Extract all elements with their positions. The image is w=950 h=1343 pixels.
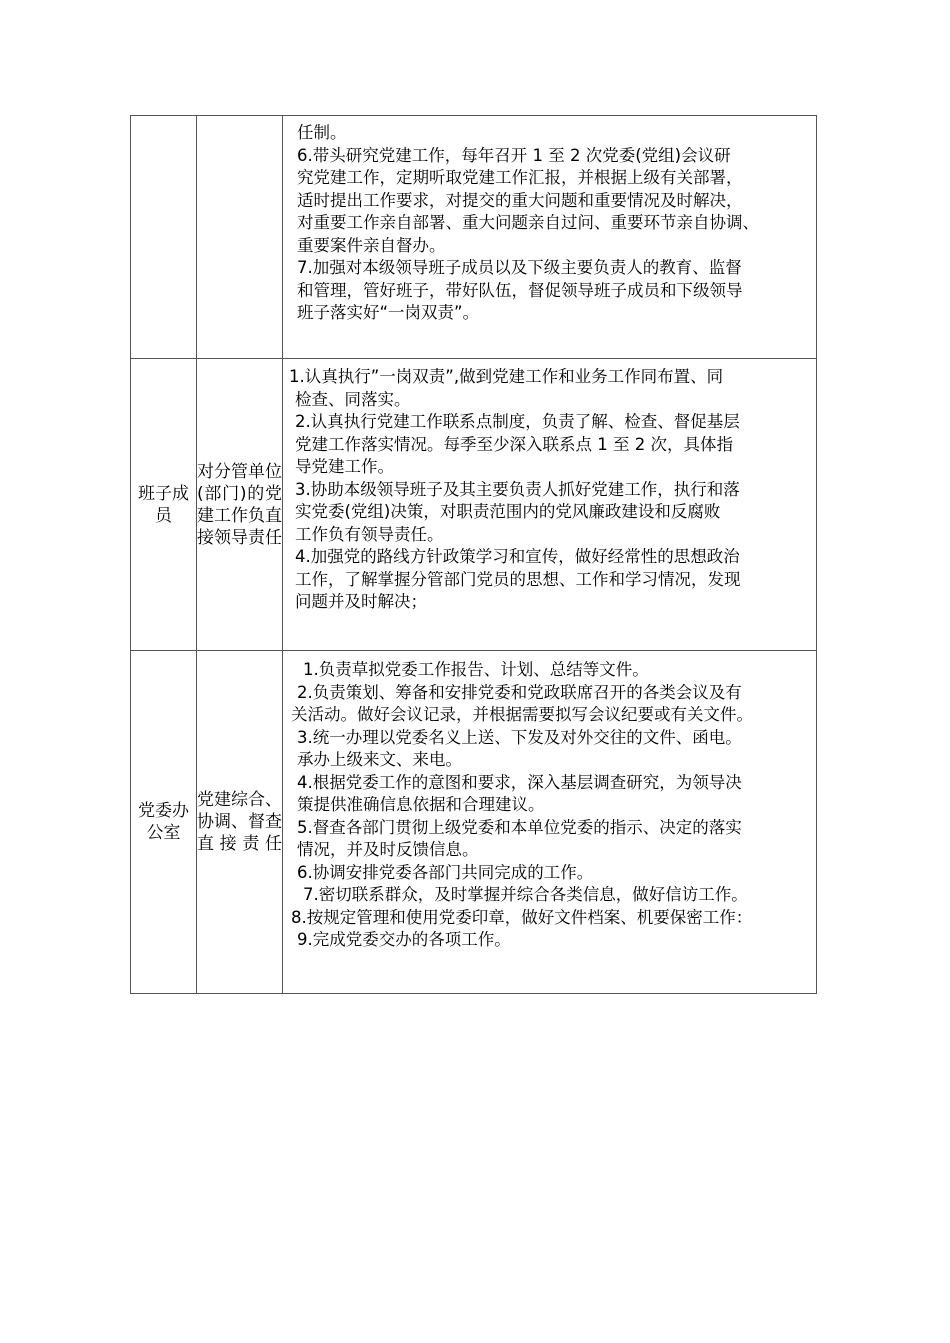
duty-line: 重要案件亲自督办。 bbox=[297, 235, 446, 255]
duty-line: 适时提出工作要求，对提交的重大问题和重要情况及时解决， bbox=[297, 190, 743, 210]
duty-line: 问题并及时解决； bbox=[295, 592, 427, 611]
duty-line: 班子落实好“一岗双责”。 bbox=[297, 303, 480, 322]
scope-cell: 对分管单位(部门)的党建工作负直接领导责任 bbox=[197, 359, 283, 651]
duties-cell bbox=[283, 116, 817, 359]
duty-line: 和管理，管好班子，带好队伍，督促领导班子成员和下级领导 bbox=[297, 280, 743, 300]
duty-line: 究党建工作，定期听取党建工作汇报，并根据上级有关部署， bbox=[297, 168, 743, 187]
scope-cell bbox=[197, 116, 283, 359]
scope-cell: 党建综合、协调、督查直接责任 bbox=[197, 651, 283, 994]
duty-line: 情况，并及时反馈信息。 bbox=[297, 840, 479, 859]
duty-line: 3.协助本级领导班子及其主要负责人抓好党建工作，执行和落 bbox=[295, 479, 740, 499]
role-cell: 党委办公室 bbox=[131, 651, 197, 994]
duty-line: 8.按规定管理和使用党委印章，做好文件档案、机要保密工作： bbox=[291, 907, 753, 927]
role-cell bbox=[131, 116, 197, 359]
duty-line: 实党委(党组)决策，对职责范围内的党风廉政建设和反腐败 bbox=[295, 502, 721, 521]
table-row bbox=[131, 651, 817, 994]
duty-line: 策提供准确信息依据和合理建议。 bbox=[297, 795, 545, 814]
duty-line: 6.协调安排党委各部门共同完成的工作。 bbox=[297, 862, 594, 882]
duty-line: 工作负有领导责任。 bbox=[295, 524, 444, 544]
duty-line: 检查、同落实。 bbox=[295, 389, 411, 409]
duty-line: 承办上级来文、来电。 bbox=[297, 750, 462, 769]
duties-cell bbox=[283, 359, 817, 651]
duty-line: 4.根据党委工作的意图和要求，深入基层调查研究，为领导决 bbox=[297, 772, 742, 792]
duty-line: 6.带头研究党建工作，每年召开 1 至 2 次党委(党组)会议研 bbox=[297, 145, 731, 165]
duty-line: 9.完成党委交办的各项工作。 bbox=[297, 930, 511, 949]
table-row bbox=[131, 116, 817, 359]
duty-line: 3.统一办理以党委名义上送、下发及对外交往的文件、函电。 bbox=[297, 727, 742, 747]
duty-line: 2.负责策划、筹备和安排党委和党政联席召开的各类会议及有 bbox=[297, 682, 742, 702]
duty-line: 7.加强对本级领导班子成员以及下级主要负责人的教育、监督 bbox=[297, 258, 742, 277]
duty-line: 1.认真执行”一岗双责”,做到党建工作和业务工作同布置、同 bbox=[289, 367, 724, 386]
duty-line: 7.密切联系群众，及时掌握并综合各类信息，做好信访工作。 bbox=[303, 885, 748, 904]
duty-line: 5.督查各部门贯彻上级党委和本单位党委的指示、决定的落实 bbox=[297, 817, 742, 837]
duty-line: 任制。 bbox=[297, 123, 347, 142]
table-row bbox=[131, 359, 817, 651]
duties-cell bbox=[283, 651, 817, 994]
duty-line: 对重要工作亲自部署、重大问题亲自过问、重要环节亲自协调、 bbox=[297, 213, 759, 232]
duty-line: 关活动。做好会议记录，并根据需要拟写会议纪要或有关文件。 bbox=[291, 705, 753, 724]
duty-line: 1.负责草拟党委工作报告、计划、总结等文件。 bbox=[303, 660, 649, 679]
duty-line: 工作，了解掌握分管部门党员的思想、工作和学习情况，发现 bbox=[295, 569, 741, 589]
duty-line: 2.认真执行党建工作联系点制度，负责了解、检查、督促基层 bbox=[295, 412, 740, 431]
duty-line: 导党建工作。 bbox=[295, 457, 394, 476]
duty-line: 4.加强党的路线方针政策学习和宣传，做好经常性的思想政治 bbox=[295, 547, 740, 566]
duty-line: 党建工作落实情况。每季至少深入联系点 1 至 2 次，具体指 bbox=[295, 434, 733, 454]
role-cell: 班子成员 bbox=[131, 359, 197, 651]
responsibility-table bbox=[130, 115, 817, 994]
